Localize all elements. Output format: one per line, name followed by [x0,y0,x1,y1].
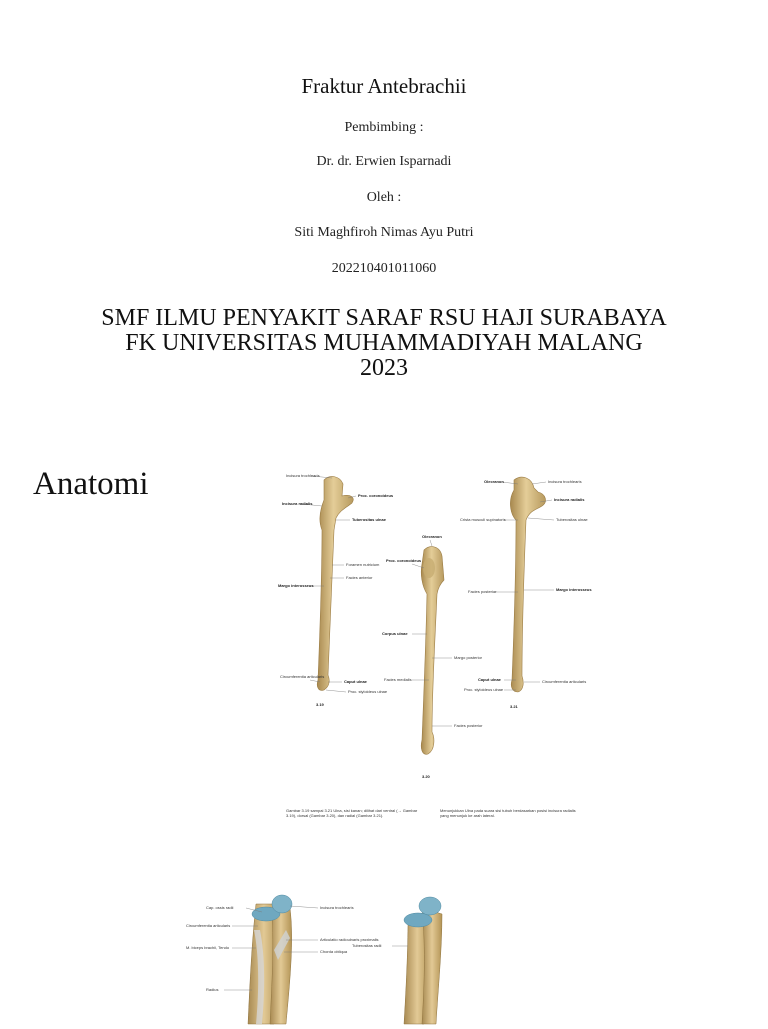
label-articulatio-radioulnaris-proximalis: Articulatio radioulnaris proximalis [320,937,379,942]
label-facies-medialis: Facies medialis [384,677,412,682]
label-incisura-radialis: Incisura radialis [282,501,313,506]
label-proc-coronoideus: Proc. coronoideus [358,493,394,498]
label-caput-ulnae-radial: Caput ulnae [478,677,501,682]
forearm-joint-figure [186,890,476,1024]
label-margo-posterior: Margo posterior [454,655,483,660]
supervisor-name: Dr. dr. Erwien Isparnadi [316,154,452,169]
ulna-ventral-view [317,477,353,691]
label-m-biceps-brachii-tendo: M. biceps brachii, Tendo [186,945,230,950]
author-label: Oleh : [366,190,402,205]
label-foramen-nutricium: Foramen nutricium [346,562,380,567]
label-olecranon: Olecranon [422,534,442,539]
figure-caption-right: Menunjukkan Ulna pada suara sisi tubuh berdasarkan posisi incisura radialis yang menunjuk ke arah lateral. [440,808,576,818]
label-proc-coronoideus-dorsal: Proc. coronoideus [386,558,422,563]
institution-line-1: SMF ILMU PENYAKIT SARAF RSU HAJI SURABAYA [101,305,667,331]
label-facies-anterior: Facies anterior [346,575,373,580]
label-incisura-radialis-radial: Incisura radialis [554,497,585,502]
author-name: Siti Maghfiroh Nimas Ayu Putri [294,225,474,240]
section-heading: Anatomi [33,466,149,502]
label-chorda-obliqua: Chorda obliqua [320,949,348,954]
label-tuberositas-radii: Tuberositas radii [352,943,382,948]
label-incisura-trochlearis-2: Incisura trochlearis [320,905,354,910]
label-circumferentia-articularis: Circumferentia articularis [280,674,325,679]
label-caput-ulnae: Caput ulnae [344,679,367,684]
ulna-dorsal-view [421,547,444,755]
label-cap-ossis-radii: Cap. ossis radii [206,905,234,910]
elbow-joint-anterior-view [248,895,292,1024]
label-margo-interosseus: Margo interosseus [278,583,314,588]
label-tuberositas-ulnae: Tuberositas ulnae [352,517,386,522]
label-proc-styloideus-ulnae: Proc. styloideus ulnae [348,689,388,694]
label-crista-musculi-supinatoris: Crista musculi supinatoris [460,517,506,522]
label-incisura-trochlearis: Incisura trochlearis [286,473,320,478]
institution-block [0,306,768,381]
supervisor-label: Pembimbing : [344,120,424,135]
label-incisura-trochlearis-radial: Incisura trochlearis [548,479,582,484]
figure-caption-left: Gambar 3.19 sampai 3.21 Ulna, sisi kanan; dilihat dari ventral (→ Gambar 3.19), dorsal (Gambar 3.20), dan radial (Gambar 3.21). [286,808,418,818]
ulna-anatomy-figure [272,470,592,830]
document-title: Fraktur Antebrachii [301,74,467,98]
label-proc-styloideus-ulnae-radial: Proc. styloideus ulnae [464,687,504,692]
figure-number-3-20: 3.20 [422,774,430,779]
label-tuberositas-ulnae-radial: Tuberositas ulnae [556,517,588,522]
label-facies-posterior: Facies posterior [454,723,483,728]
student-id: 202210401011060 [331,261,437,276]
label-margo-interosseus-radial: Margo interosseus [556,587,592,592]
institution-line-2: FK UNIVERSITAS MUHAMMADIYAH MALANG [125,330,643,356]
ulna-radial-view [510,477,545,692]
elbow-joint-posterior-view [404,897,442,1024]
label-olecranon-radial: Olecranon [484,479,504,484]
label-corpus-ulnae: Corpus ulnae [382,631,408,636]
label-facies-posterior-radial: Facies posterior [468,589,497,594]
label-circumferentia-articularis-radial: Circumferentia articularis [542,679,587,684]
label-radius: Radius [206,987,219,992]
figure-number-3-21: 3.21 [510,704,518,709]
institution-year: 2023 [360,355,408,381]
label-circumferentia-articularis-2: Circumferentia articularis [186,923,231,928]
figure-number-3-19: 3.19 [316,702,324,707]
